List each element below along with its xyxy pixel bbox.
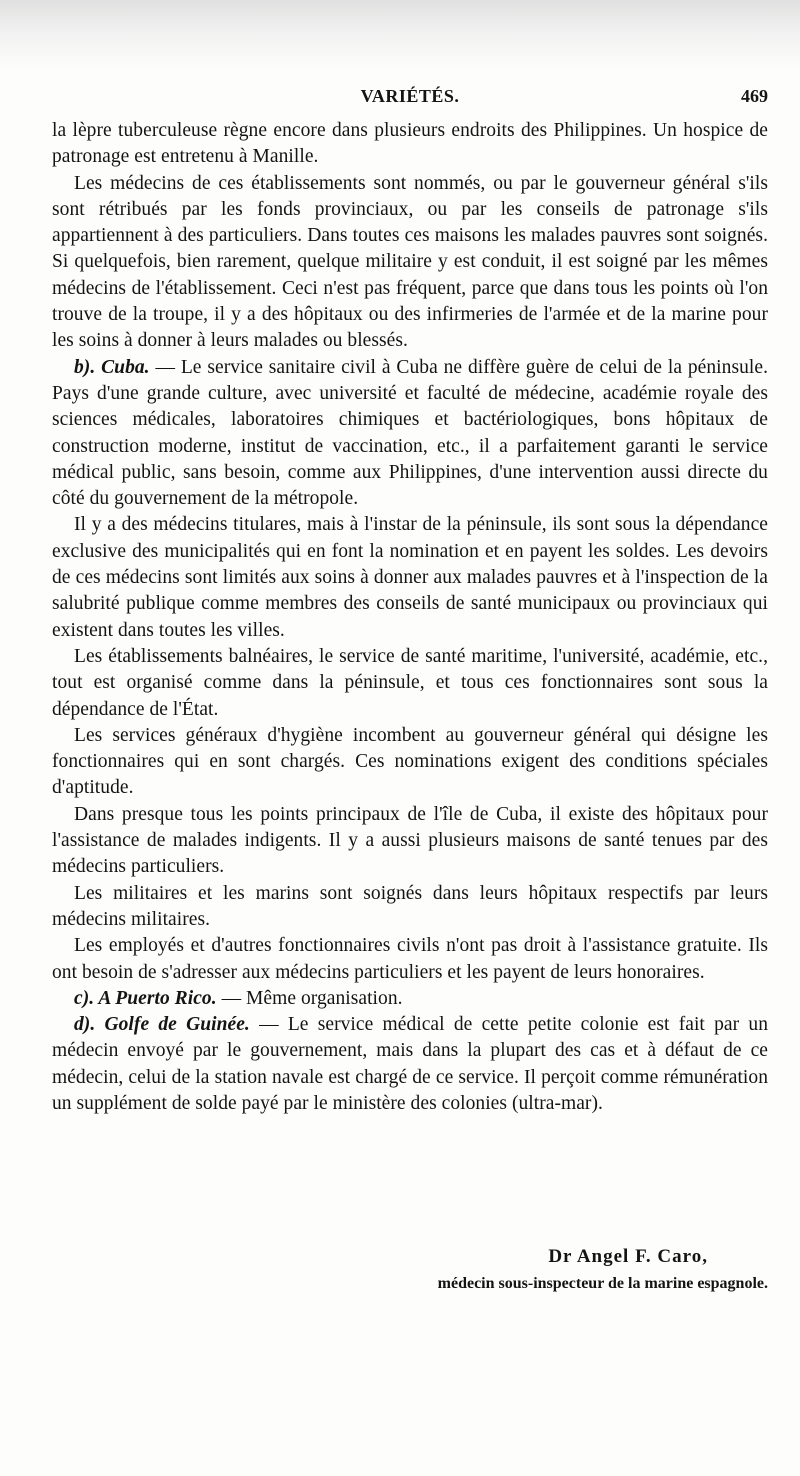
paragraph-text: Les employés et d'autres fonctionnaires civils n'ont pas droit à l'assistance gratuite. Ils ont besoin de s'adresser aux médecins particuliers et les payent de leurs honoraires. xyxy=(52,935,768,983)
signature-block xyxy=(52,1243,768,1297)
paragraph-5 xyxy=(52,644,768,723)
paragraph-text: — Le service sanitaire civil à Cuba ne diffère guère de celui de la péninsule. Pays d'une grande culture, avec université et faculté de médecine, académie royale des sciences médicales, laboratoires chimiques et bactériologiques, bons hôpitaux de construction moderne, institut de vaccination, etc., il a parfaitement garanti le service médical public, sans besoin, comme aux Philippines, d'une intervention aussi directe du côté du gouvernement de la métropole. xyxy=(52,356,768,510)
paragraph-text: Les militaires et les marins sont soignés dans leurs hôpitaux respectifs par leurs médecins militaires. xyxy=(52,882,768,930)
paragraph-text: Il y a des médecins titulares, mais à l'instar de la péninsule, ils sont sous la dépendance exclusive des municipalités qui en font la nomination et en payent les soldes. Les devoirs de ces médecins sont limités aux soins à donner aux malades pauvres et à l'inspection de la salubrité publique comme membres des conseils de santé municipaux ou provinciaux qui existent dans toutes les villes. xyxy=(52,514,768,641)
paragraph-8 xyxy=(52,881,768,934)
author-title: médecin sous-inspecteur de la marine espagnole. xyxy=(437,1275,768,1292)
author-name: Dr Angel F. Caro, xyxy=(548,1246,708,1267)
paragraph-7 xyxy=(52,802,768,881)
page-number: 469 xyxy=(741,86,768,106)
paragraph-text: Les médecins de ces établissements sont nommés, ou par le gouverneur général s'ils sont rétribués par les fonds provinciaux, ou par les conseils de patronage s'ils appartiennent à des particuliers. Dans toutes ces maisons les malades pauvres sont soignés. Si quelquefois, bien rarement, quelque militaire y est conduit, il est soigné par les mêmes médecins de l'établissement. Ceci n'est pas fréquent, parce que dans tous les points où l'on trouve de la troupe, il y a des hôpitaux ou des infirmeries de l'armée et de la marine pour les soins à donner à leurs malades ou blessés. xyxy=(52,172,768,352)
paragraph-text: Les services généraux d'hygiène incombent au gouverneur général qui désigne les fonctionnaires qui en sont chargés. Ces nominations exigent des conditions spéciales d'aptitude. xyxy=(52,724,768,799)
body-text xyxy=(52,118,768,1117)
paragraph-text: Dans presque tous les points principaux de l'île de Cuba, il existe des hôpitaux pour l'assistance de malades indigents. Il y a aussi plusieurs maisons de santé tenues par des médecins particuliers. xyxy=(52,803,768,878)
paragraph-9 xyxy=(52,933,768,986)
paragraph-text: la lèpre tuberculeuse règne encore dans plusieurs endroits des Philippines. Un hospice de patronage est entretenu à Manille. xyxy=(52,120,768,168)
paragraph-2 xyxy=(52,171,768,355)
paragraph-text: — Le service médical de cette petite colonie est fait par un médecin envoyé par le gouvernement, mais dans la plupart des cas et à défaut de ce médecin, celui de la station navale est chargé de ce service. Il perçoit comme rémunération un supplément de solde payé par le ministère des colonies (ultra-mar). xyxy=(52,1014,768,1114)
paragraph-lead-puerto-rico: c). A Puerto Rico. xyxy=(74,987,217,1009)
paragraph-10 xyxy=(52,986,768,1012)
running-head: VARIÉTÉS. xyxy=(360,86,460,106)
paragraph-lead-cuba: b). Cuba. xyxy=(74,356,150,378)
paragraph-text: Les établissements balnéaires, le service de santé maritime, l'université, académie, etc., tout est organisé comme dans la péninsule, et tous ces fonctionnaires sont sous la dépendance de l'État. xyxy=(52,645,768,720)
scan-edge-shadow xyxy=(0,0,800,70)
paragraph-11 xyxy=(52,1012,768,1117)
paragraph-1 xyxy=(52,118,768,171)
paragraph-3 xyxy=(52,355,768,513)
paragraph-lead-guinee: d). Golfe de Guinée. xyxy=(74,1014,250,1036)
paragraph-6 xyxy=(52,723,768,802)
paragraph-4 xyxy=(52,512,768,643)
page-header xyxy=(52,86,768,116)
paragraph-text: — Même organisation. xyxy=(216,987,403,1009)
